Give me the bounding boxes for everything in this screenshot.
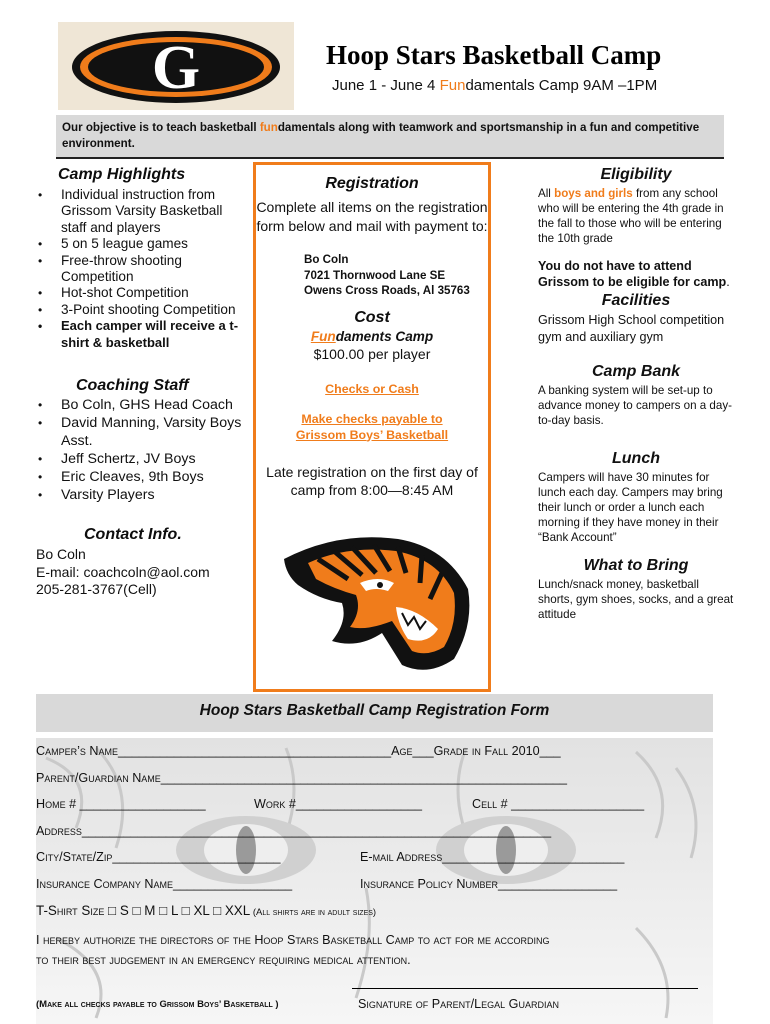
lunch-heading: Lunch	[612, 450, 660, 467]
contact-heading: Contact Info.	[84, 526, 182, 544]
what-to-bring-heading: What to Bring	[583, 557, 689, 574]
signature-line[interactable]	[352, 988, 698, 989]
registration-text: Complete all items on the registration form below and mail with payment to:	[256, 199, 488, 234]
right-column	[538, 166, 734, 622]
left-column	[36, 166, 246, 599]
address-line: Bo Coln	[304, 253, 349, 266]
parent-guardian-name-field[interactable]: Parent/Guardian Name__________________________________________________________	[36, 770, 568, 785]
coaching-staff-heading: Coaching Staff	[76, 377, 189, 395]
payable-note: Make checks payable to Grissom Boys’ Basketball	[295, 411, 449, 442]
insurance-company-field[interactable]: Insurance Company Name_________________	[36, 876, 293, 891]
list-item: • 5 on 5 league games	[36, 236, 246, 252]
list-item: • 3-Point shooting Competition	[36, 302, 246, 318]
address-field[interactable]: Address___________________________________________________________________	[36, 823, 552, 838]
list-item: • Jeff Schertz, JV Boys	[36, 450, 246, 468]
eligibility-heading: Eligibility	[600, 166, 672, 183]
registration-box	[253, 162, 491, 692]
list-item: • David Manning, Varsity Boys Asst.	[36, 414, 246, 450]
grissom-g-logo	[58, 22, 294, 110]
list-item: • Individual instruction from Grissom Varsity Basketball staff and players	[36, 187, 246, 236]
camp-highlights-list	[36, 187, 246, 351]
contact-name: Bo Coln	[36, 546, 86, 563]
eligibility-text: All boys and girls from any school who will be entering the 4th grade in the fall to those who will be entering the 10th grade	[538, 187, 724, 245]
signature-label: Signature of Parent/Legal Guardian	[358, 997, 559, 1011]
list-item: • Each camper will receive a t-shirt & basketball	[36, 318, 246, 351]
facilities-heading: Facilities	[601, 292, 671, 309]
tshirt-size-selector[interactable]: T-Shirt Size □ S □ M □ L □ XL □ XXL (All shirts are in adult sizes)	[36, 903, 377, 918]
lunch-text: Campers will have 30 minutes for lunch each day. Campers may bring their lunch or order a lunch each morning if they have money in their “Bank Account”	[538, 471, 723, 544]
list-item: • Hot-shot Competition	[36, 285, 246, 301]
city-state-zip-field[interactable]: City/State/Zip________________________	[36, 850, 281, 864]
work-phone-field[interactable]: Work #__________________	[254, 797, 422, 811]
list-item: • Bo Coln, GHS Head Coach	[36, 396, 246, 414]
cell-phone-field[interactable]: Cell # ___________________	[472, 797, 645, 811]
authorization-statement: I hereby authorize the directors of the Hoop Stars Basketball Camp to act for me according to their best judgement in an emergency requiring medical attention.	[36, 932, 550, 967]
address-line: 7021 Thornwood Lane SE	[304, 268, 446, 282]
camp-dates: June 1 - June 4 Fundamentals Camp 9AM –1PM	[332, 77, 658, 94]
insurance-policy-field[interactable]: Insurance Policy Number_________________	[360, 876, 618, 891]
home-phone-field[interactable]: Home # __________________	[36, 797, 206, 811]
camp-highlights-heading: Camp Highlights	[58, 166, 186, 183]
campers-name-field[interactable]: Camper’s Name_______________________________________Age___Grade in Fall 2010___	[36, 744, 561, 758]
camp-bank-heading: Camp Bank	[591, 363, 681, 380]
list-item: • Varsity Players	[36, 486, 246, 504]
page-title: Hoop Stars Basketball Camp	[326, 40, 662, 70]
contact-info	[36, 546, 246, 599]
tiger-mascot-image	[278, 529, 478, 684]
address-line: Owens Cross Roads, Al 35763	[304, 284, 470, 297]
list-item: • Eric Cleaves, 9th Boys	[36, 468, 246, 486]
contact-email: E-mail: coachcoln@aol.com	[36, 563, 210, 580]
facilities-text: Grissom High School competition gym and auxiliary gym	[538, 313, 725, 344]
svg-text:G: G	[151, 34, 201, 102]
coaching-staff-list	[36, 396, 246, 504]
cost-heading: Cost	[354, 308, 390, 326]
price: $100.00 per player	[313, 345, 431, 362]
email-address-field[interactable]: E-mail Address__________________________	[360, 850, 625, 864]
registration-form-title: Hoop Stars Basketball Camp Registration Form	[36, 694, 713, 732]
registration-form	[36, 744, 713, 1011]
fundamentals-camp-label: Fundaments Camp	[310, 328, 434, 344]
payment-methods: Checks or Cash	[325, 381, 419, 396]
checks-payable-footnote: (Make all checks payable to Grissom Boys’ Basketball )	[36, 999, 279, 1010]
objective-banner: Our objective is to teach basketball fundamentals along with teamwork and sportsmanship in a fun and competitive environment.	[56, 115, 724, 159]
late-registration: Late registration on the first day of camp from 8:00—8:45 AM	[266, 463, 478, 498]
contact-phone: 205-281-3767(Cell)	[36, 581, 157, 598]
camp-bank-text: A banking system will be set-up to advance money to campers on a day-to-day basis.	[538, 384, 732, 427]
what-to-bring-text: Lunch/snack money, basketball shorts, gym shoes, socks, and a great attitude	[538, 578, 734, 621]
registration-heading: Registration	[325, 175, 419, 192]
eligibility-note: You do not have to attend Grissom to be eligible for camp.	[538, 259, 730, 289]
list-item: • Free-throw shooting Competition	[36, 253, 246, 286]
mailing-address	[304, 252, 488, 299]
